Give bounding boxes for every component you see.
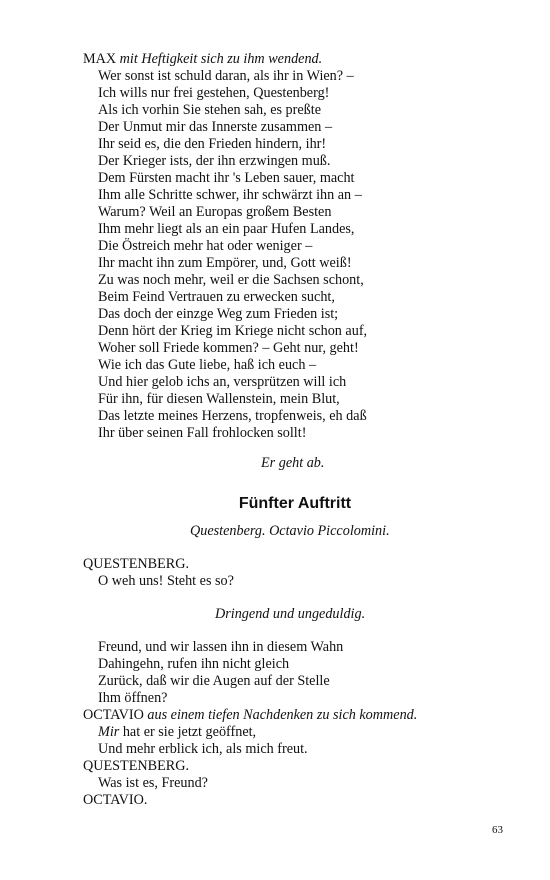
page-number: 63 xyxy=(492,824,503,836)
verse-line: Das letzte meines Herzens, tropfenweis, eh daß xyxy=(98,408,367,424)
speaker-questenberg: QUESTENBERG. xyxy=(83,758,190,774)
verse-line: Für ihn, für diesen Wallenstein, mein Blut, xyxy=(98,391,340,407)
speaker-name: MAX xyxy=(83,51,117,67)
scene-heading: Fünfter Auftritt xyxy=(238,495,352,512)
exit-direction: Er geht ab. xyxy=(261,455,325,471)
speaker-line-octavio xyxy=(83,707,417,724)
verse-line: Ihm mehr liegt als an ein paar Hufen Landes, xyxy=(98,221,355,237)
verse-line: Ihm alle Schritte schwer, ihr schwärzt ihn an – xyxy=(98,187,362,203)
scene-characters: Questenberg. Octavio Piccolomini. xyxy=(190,523,390,539)
verse-line: O weh uns! Steht es so? xyxy=(98,573,234,589)
speaker-name: OCTAVIO xyxy=(83,707,144,723)
speaker-line-max xyxy=(83,51,322,68)
verse-line: Ihm öffnen? xyxy=(98,690,168,706)
emphasis: Mir xyxy=(98,724,120,740)
verse-line: Was ist es, Freund? xyxy=(98,775,208,791)
verse-line: Ihr über seinen Fall frohlocken sollt! xyxy=(98,425,307,441)
verse-line: Ihr seid es, die den Frieden hindern, ihr! xyxy=(98,136,327,152)
speaker-questenberg: QUESTENBERG. xyxy=(83,556,190,572)
verse-line: Der Krieger ists, der ihn erzwingen muß. xyxy=(98,153,331,169)
verse-line: Denn hört der Krieg im Kriege nicht schon auf, xyxy=(98,323,368,339)
verse-line: Wer sonst ist schuld daran, als ihr in Wien? – xyxy=(98,68,354,84)
verse-line: Dem Fürsten macht ihr 's Leben sauer, macht xyxy=(98,170,355,186)
verse-line: Beim Feind Vertrauen zu erwecken sucht, xyxy=(98,289,335,305)
verse-line: Freund, und wir lassen ihn in diesem Wahn xyxy=(98,639,344,655)
verse-line: Ihr macht ihn zum Empörer, und, Gott weiß! xyxy=(98,255,352,271)
verse-line: Warum? Weil an Europas großem Besten xyxy=(98,204,332,220)
stage-direction: mit Heftigkeit sich zu ihm wendend. xyxy=(119,51,323,67)
verse-line: Wie ich das Gute liebe, haß ich euch – xyxy=(98,357,317,373)
verse-line xyxy=(98,724,256,741)
verse-line: Der Unmut mir das Innerste zusammen – xyxy=(98,119,333,135)
verse-text: hat er sie jetzt geöffnet, xyxy=(119,724,257,740)
verse-line: Als ich vorhin Sie stehen sah, es preßte xyxy=(98,102,322,118)
verse-line: Ich wills nur frei gestehen, Questenberg! xyxy=(98,85,330,101)
verse-line: Zurück, daß wir die Augen auf der Stelle xyxy=(98,673,330,689)
stage-direction: aus einem tiefen Nachdenken zu sich kommend. xyxy=(147,707,418,723)
verse-line: Und mehr erblick ich, als mich freut. xyxy=(98,741,308,757)
verse-line: Zu was noch mehr, weil er die Sachsen schont, xyxy=(98,272,364,288)
verse-line: Dahingehn, rufen ihn nicht gleich xyxy=(98,656,290,672)
verse-line: Woher soll Friede kommen? – Geht nur, geht! xyxy=(98,340,359,356)
verse-line: Und hier gelob ichs an, versprützen will ich xyxy=(98,374,347,390)
speaker-octavio: OCTAVIO. xyxy=(83,792,148,808)
stage-direction: Dringend und ungeduldig. xyxy=(215,606,366,622)
verse-line: Die Östreich mehr hat oder weniger – xyxy=(98,238,313,254)
verse-line: Das doch der einzge Weg zum Frieden ist; xyxy=(98,306,339,322)
